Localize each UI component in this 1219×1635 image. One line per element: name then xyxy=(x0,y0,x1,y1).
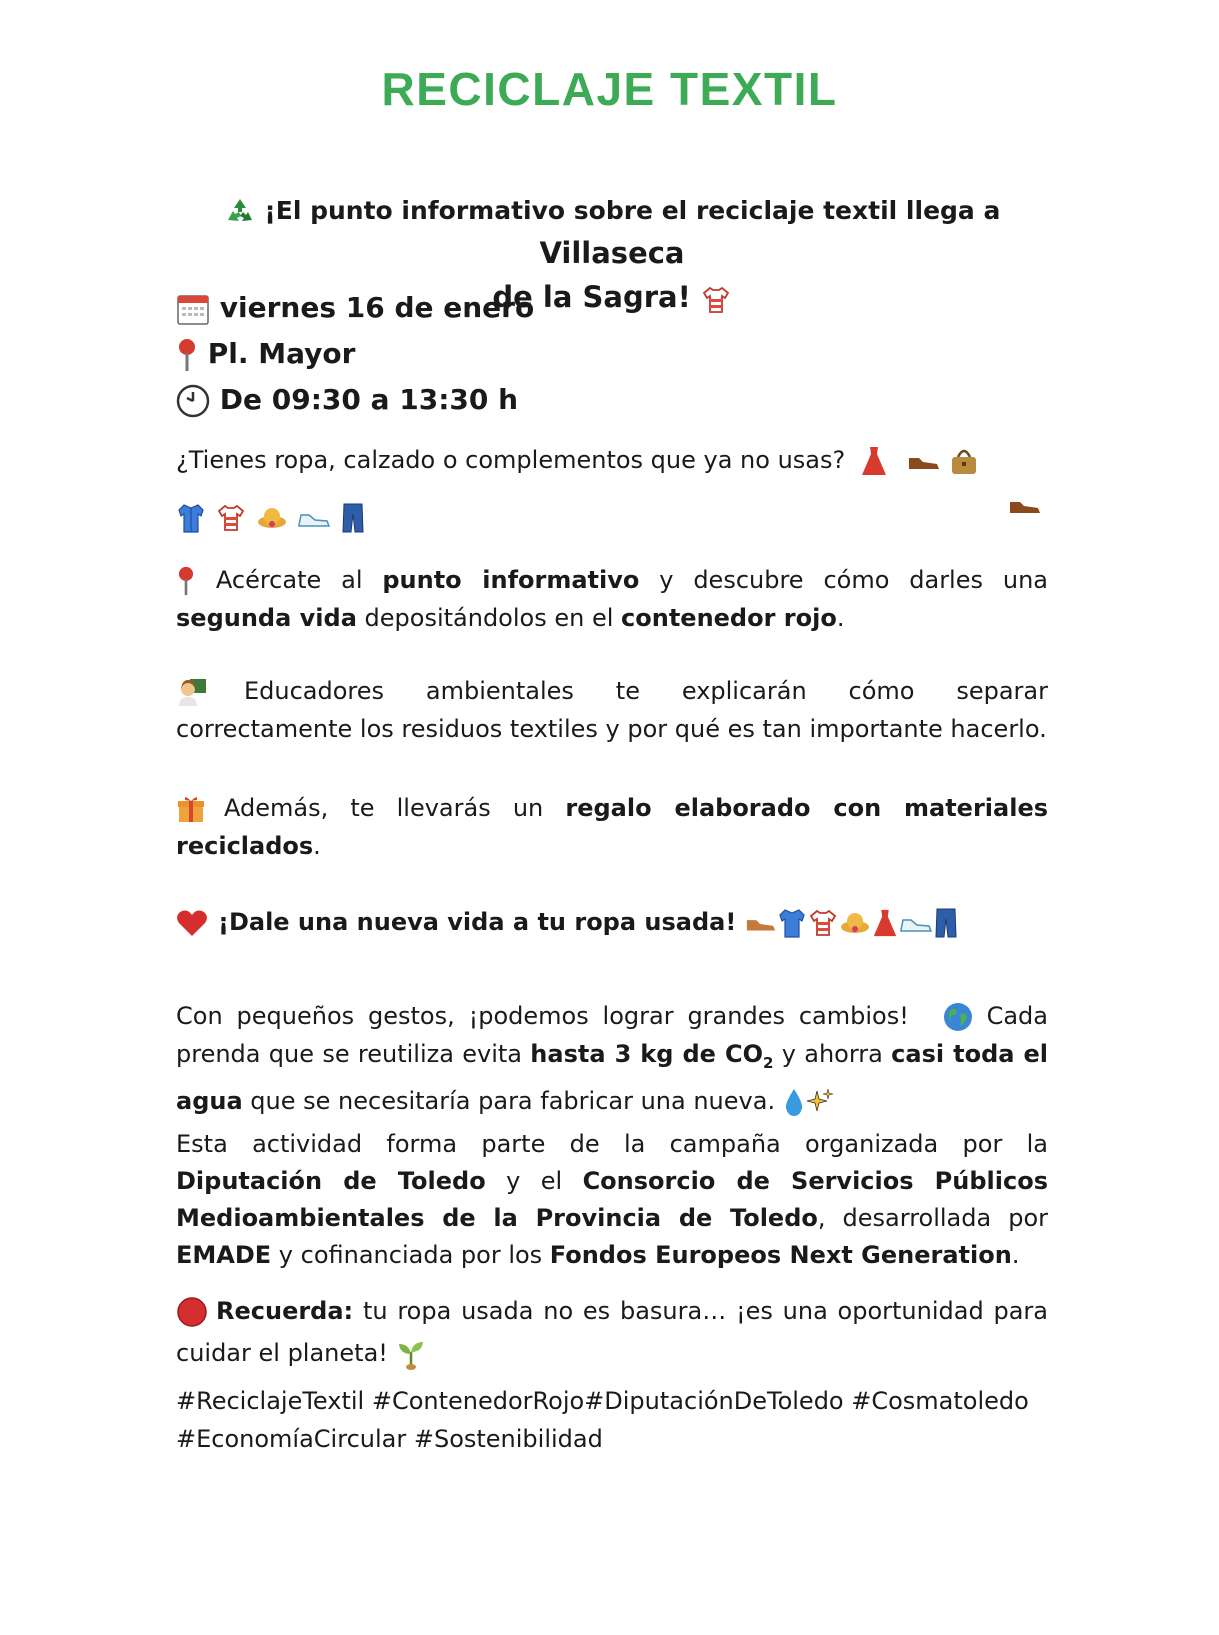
sneaker-icon xyxy=(899,912,933,934)
campaign-text: y cofinanciada por los xyxy=(271,1241,550,1269)
tshirt-icon xyxy=(807,907,839,939)
dress-icon xyxy=(859,445,889,477)
teacher-icon xyxy=(176,677,208,707)
event-date xyxy=(176,288,534,328)
educators-paragraph xyxy=(176,672,1048,748)
approach-paragraph xyxy=(176,561,1048,637)
heart-icon xyxy=(176,909,208,937)
approach-text: depositándolos en el xyxy=(356,604,622,632)
hashtags-line-2: #EconomíaCircular #Sostenibilidad xyxy=(176,1425,603,1453)
droplet-icon xyxy=(783,1087,805,1117)
campaign-bold: Consorcio de Servicios Públicos Medioambientales de la Provincia de Toledo xyxy=(176,1167,1048,1232)
hashtags-line-1: #ReciclajeTextil #ContenedorRojo#DiputaciónDeToledo #Cosmatoledo xyxy=(176,1387,1029,1415)
campaign-paragraph xyxy=(176,1126,1048,1274)
campaign-text: , desarrollada por xyxy=(817,1204,1048,1232)
intro-end: ! xyxy=(677,280,691,314)
seedling-icon xyxy=(396,1338,426,1370)
slogan-line xyxy=(176,903,1048,941)
dress-icon xyxy=(871,907,899,939)
jeans-icon xyxy=(933,907,959,939)
question-paragraph xyxy=(176,440,1048,480)
gestures-bold: casi toda el agua xyxy=(176,1040,1049,1115)
jeans-icon xyxy=(340,502,366,534)
red-circle-icon xyxy=(176,1296,208,1328)
gestures-paragraph xyxy=(176,997,1048,1120)
remember-paragraph xyxy=(176,1290,1048,1374)
clothing-icons-row xyxy=(176,502,370,534)
shoe-icon xyxy=(745,912,777,934)
approach-bold: contenedor rojo xyxy=(621,604,837,632)
campaign-text: Esta actividad forma parte de la campaña organizada por la xyxy=(176,1130,1048,1158)
pin-icon xyxy=(176,338,198,372)
event-time-text: De 09:30 a 13:30 h xyxy=(219,383,519,416)
gestures-text: Cada prenda que se reutiliza evita xyxy=(176,1002,1048,1068)
intro-place-1: Villaseca xyxy=(539,236,685,270)
remember-bold: Recuerda: xyxy=(216,1297,354,1325)
hat-icon xyxy=(839,907,871,939)
gift-text: . xyxy=(313,832,321,860)
shoe-icon xyxy=(1008,494,1042,516)
gift-text: Además, te llevarás un xyxy=(224,794,566,822)
recycle-icon xyxy=(224,196,256,228)
sparkles-icon xyxy=(805,1087,835,1117)
intro-place-2: de la Sagra xyxy=(492,280,678,314)
approach-text: y descubre cómo darles una xyxy=(639,566,1048,594)
shirt-icon xyxy=(176,502,206,534)
pin-icon xyxy=(176,566,196,596)
clock-icon xyxy=(176,384,210,418)
calendar-icon xyxy=(176,292,210,326)
approach-text: . xyxy=(836,604,845,632)
page-title: RECICLAJE TEXTIL xyxy=(381,63,838,115)
campaign-text: y el xyxy=(485,1167,583,1195)
gift-bold: regalo elaborado con materiales reciclados xyxy=(176,794,1049,860)
event-location-text: Pl. Mayor xyxy=(207,337,356,370)
tshirt-icon xyxy=(700,284,732,316)
slogan-text: ¡Dale una nueva vida a tu ropa usada! xyxy=(218,908,737,936)
sneaker-icon xyxy=(297,507,331,529)
globe-icon xyxy=(943,1002,973,1032)
handbag-icon xyxy=(948,445,980,477)
event-location xyxy=(176,334,355,374)
intro-text: ¡El punto informativo sobre el reciclaje textil llega a xyxy=(264,196,1001,225)
tshirt-icon xyxy=(215,502,247,534)
shirt-icon xyxy=(777,907,807,939)
campaign-bold: Fondos Europeos Next Generation xyxy=(549,1241,1012,1269)
event-time xyxy=(176,380,518,420)
event-date-text: viernes 16 de enero xyxy=(219,291,535,324)
gift-paragraph xyxy=(176,789,1048,865)
remember-text: tu ropa usada no es basura… ¡es una oportunidad para cuidar el planeta! xyxy=(176,1297,1048,1367)
question-text: ¿Tienes ropa, calzado o complementos que ya no usas? xyxy=(176,446,846,474)
hashtags xyxy=(176,1382,1048,1458)
gestures-text: y ahorra xyxy=(773,1040,892,1068)
gestures-bold-text: hasta 3 kg de CO xyxy=(530,1040,763,1068)
shoe-icon xyxy=(907,450,941,472)
educators-text: Educadores ambientales te explicarán cómo separar correctamente los residuos textiles y por qué es tan importante hacerlo. xyxy=(176,677,1048,743)
gestures-bold xyxy=(530,1040,774,1072)
campaign-text: . xyxy=(1011,1241,1020,1269)
approach-text: Acércate al xyxy=(215,566,383,594)
gift-icon xyxy=(176,794,206,824)
gestures-text: que se necesitaría para fabricar una nueva. xyxy=(242,1086,776,1115)
approach-bold: punto informativo xyxy=(382,566,640,594)
campaign-bold: Diputación de Toledo xyxy=(176,1167,486,1195)
gestures-text: Con pequeños gestos, ¡podemos lograr grandes cambios! xyxy=(176,1002,909,1030)
campaign-bold: EMADE xyxy=(176,1241,272,1269)
co2-subscript: 2 xyxy=(762,1053,774,1072)
approach-bold: segunda vida xyxy=(176,604,357,632)
hat-icon xyxy=(256,502,288,534)
